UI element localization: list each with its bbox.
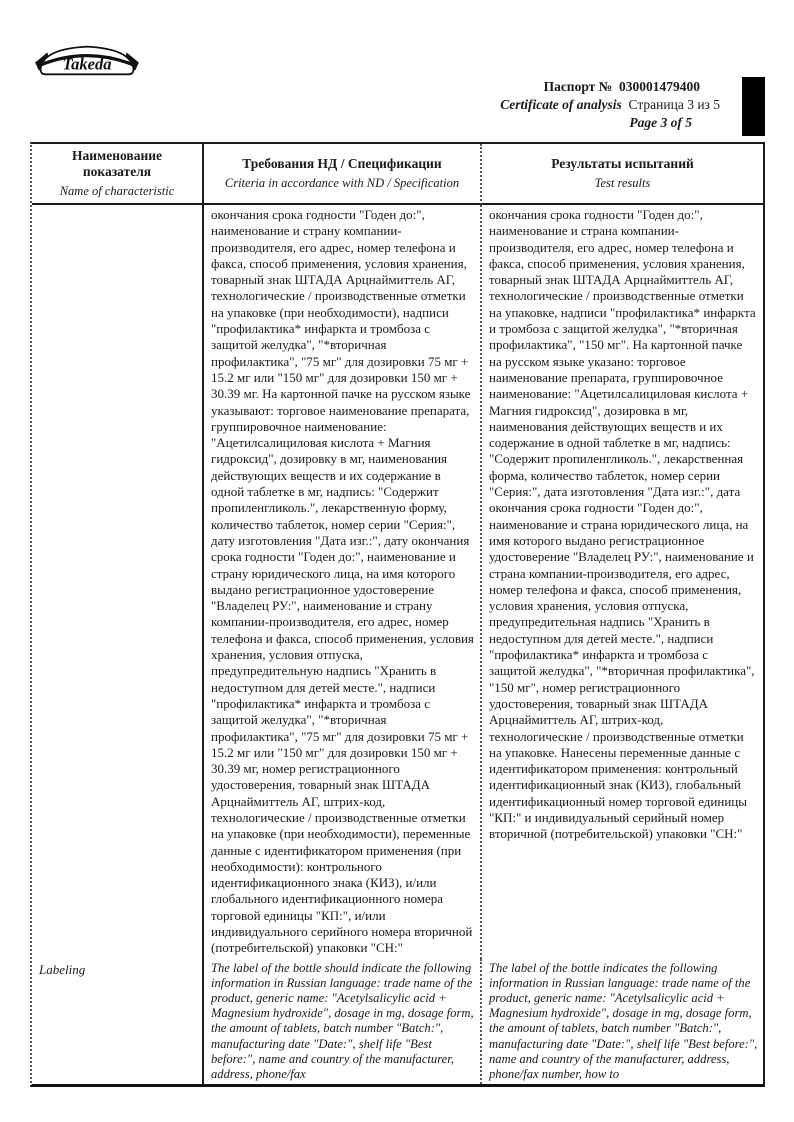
column-header-results-ru: Результаты испытаний xyxy=(551,156,694,171)
page-number-ru: Страница 3 из 5 xyxy=(628,97,720,112)
column-header-name-en: Name of characteristic xyxy=(59,184,175,198)
passport-number-line xyxy=(500,78,720,96)
passport-number: 030001479400 xyxy=(619,79,700,94)
row-criteria-text: окончания срока годности "Годен до:", наименование и страну компании-производителя, его адрес, номер телефона и факса, способ применения, условия хранения, товарный знак ШТАДА Арцнаймиттель АГ, технологические / производственные отметки на упаковке (при необходимости), надписи "профилактика* инфаркта и тромбоза с защитой желудка", "*вторичная профилактика", "75 мг" для дозировки 75 мг + 15.2 мг или "150 мг" для дозировки 150 мг + 30.39 мг. На картонной пачке на русском языке указывают: торговое наименование препарата, группировочное наименование: "Ацетилсалициловая кислота + Магния гидроксид", дозировку в мг, наименования действующих веществ и их содержание в одной таблетке в мг, надпись: "Содержит пропиленгликоль.", лекарственную форму, количество таблеток, номер серии "Серия:", дату изготовления "Дата изг.:", дату окончания срока годности "Годен до:", наименование и страну юридического лица, на имя которого выдано регистрационное удостоверение "Владелец РУ:", наименование и страну компании-производителя, его адрес, номер телефона и факса, способ применения, условия хранения, условия отпуска, предупредительную надпись "Хранить в недоступном для детей месте.", надписи "профилактика* инфаркта и тромбоза с защитой желудка", "*вторичная профилактика", "75 мг" для дозировки 75 мг + 15.2 мг или "150 мг" для дозировки 150 мг + 30.39 мг, номер регистрационного удостоверения, товарный знак ШТАДА Арцнаймиттель АГ, штрих-код, технологические / производственные отметки на упаковке (при необходимости), переменные данные с идентификатором применения (при необходимости): контрольного идентификационного знака (КИЗ), и/или глобального идентификационного номера торговой единицы "КП:", и/или индивидуального серийного номера вторичной (потребительской) упаковки "СН:" xyxy=(204,205,482,959)
column-header-criteria-ru: Требования НД / Спецификации xyxy=(242,156,442,171)
takeda-logo-icon xyxy=(33,38,141,84)
analysis-table xyxy=(30,142,765,1087)
certificate-label: Certificate of analysis xyxy=(500,97,622,112)
takeda-logo xyxy=(33,38,141,84)
row-results-text: The label of the bottle indicates the following information in Russian language: trade name of the product, generic name: "Acetylsalicylic acid + Magnesium hydroxide", dosage in mg, dosage form, the amount of tablets, batch number "Batch:", manufacturing date "Date:", shelf life "Best before:", name and country of the manufacturer, address, phone/fax number, how to xyxy=(489,960,758,1082)
logo-text: Takeda xyxy=(62,54,112,74)
certificate-line xyxy=(500,96,720,114)
row-characteristic-name xyxy=(32,205,204,959)
row-criteria-text: The label of the bottle should indicate the following information in Russian language: trade name of the product, generic name: "Acetylsalicylic acid + Magnesium hydroxide", dosage in mg, dosage form, the amount of tablets, batch number "Batch:", manufacturing date "Date:", shelf life "Best before:", name and country of the manufacturer, address, phone/fax xyxy=(204,959,482,1085)
passport-label: Паспорт № xyxy=(543,79,613,94)
column-header-criteria-en: Criteria in accordance with ND / Specification xyxy=(224,176,460,190)
column-header-criteria xyxy=(204,144,482,205)
column-header-results xyxy=(482,144,763,205)
column-header-results-en: Test results xyxy=(594,176,651,190)
page-number-en: Page 3 of 5 xyxy=(629,115,692,130)
column-header-name-ru: Наименование показателя xyxy=(72,148,162,179)
document-header xyxy=(500,78,720,132)
row-characteristic-name: Labeling xyxy=(32,959,204,1085)
page-marker-black-bar xyxy=(742,77,765,136)
row-results-text: окончания срока годности "Годен до:", наименование и страна компании-производителя, его адрес, номер телефона и факса, способ применения, условия хранения, товарный знак ШТАДА Арцнаймиттель АГ, технологические / производственные отметки на упаковке, надписи "профилактика* инфаркта и тромбоза с защитой желудка", "*вторичная профилактика", "150 мг". На картонной пачке на русском языке указано: торговое наименование препарата, группировочное наименование: "Ацетилсалициловая кислота + Магния гидроксид", дозировка в мг, наименования действующих веществ и их содержание в одной таблетке в мг, надпись: "Содержит пропиленгликоль.", лекарственная форма, количество таблеток, номер серии "Серия:", дата изготовления "Дата изг.:", дата окончания срока годности "Годен до:", наименование и страна юридического лица, на имя которого выдано регистрационное удостоверение "Владелец РУ:", наименование и страна компании-производителя, его адрес, номер телефона и факса, способ применения, условия хранения, условия отпуска, предупредительная надпись "Хранить в недоступном для детей месте.", надписи "профилактика* инфаркта и тромбоза с защитой желудка", "*вторичная профилактика", "150 мг", номер регистрационного удостоверения, товарный знак ШТАДА Арцнаймиттель АГ, штрих-код, технологические / производственные отметки на упаковке. Нанесены переменные данные с идентификатором применения: контрольный идентификационный знак (КИЗ), глобальный идентификационный номер торговой единицы "КП:" и индивидуальный серийный номер вторичной (потребительской) упаковки "СН:" xyxy=(489,207,756,842)
column-header-name xyxy=(32,144,204,205)
